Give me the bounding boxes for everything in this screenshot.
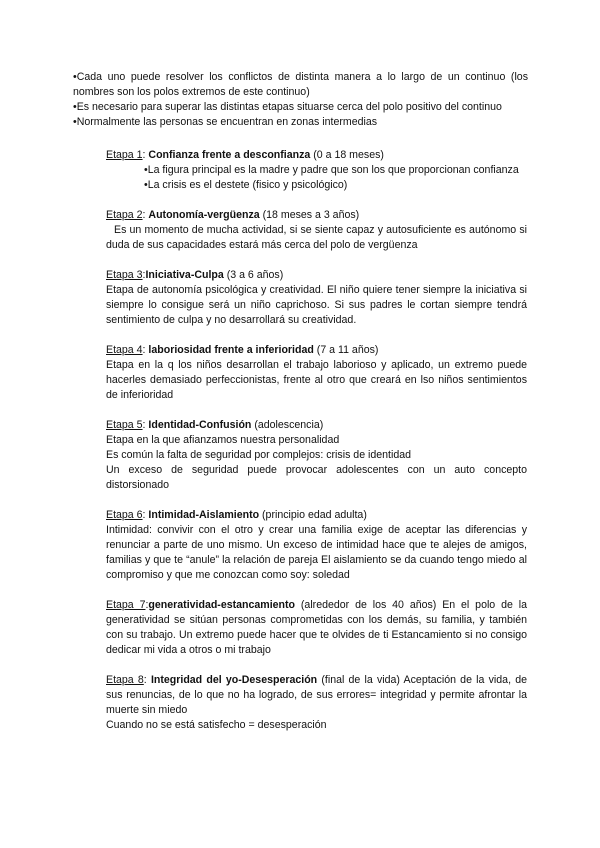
stage-separator: : (142, 269, 146, 281)
intro-line: •Cada uno puede resolver los conflictos de distinta manera a lo largo de un continuo (los nombres son los polos extremos de este continuo) (73, 71, 528, 98)
stage-1 (106, 148, 528, 193)
intro-line: •Normalmente las personas se encuentran en zonas intermedias (73, 116, 378, 128)
stage-label: Etapa 3 (106, 269, 143, 281)
stage-title (106, 148, 528, 163)
stage-separator: : (145, 599, 149, 611)
stage-6 (106, 508, 528, 583)
stage-4 (106, 343, 528, 403)
stage-paragraph: Es un momento de mucha actividad, si se siente capaz y autosuficiente es autónomo si duda de sus capacidades estará más cerca del polo de vergüenza (106, 224, 527, 251)
stages-section (73, 148, 528, 733)
stage-bullet: •La crisis es el destete (fisico y psicológico) (144, 179, 348, 191)
intro-section (73, 70, 528, 130)
stage-paragraph: Etapa de autonomía psicológica y creatividad. El niño quiere tener siempre la iniciativa si siempre lo consigue será un niño caprichoso. Si sus padres le cortan siempre tendrá sentimiento de culpa y no desarrollará su creatividad. (106, 284, 527, 326)
stage-title (106, 508, 528, 523)
stage-label: Etapa 5 (106, 419, 143, 431)
stage-name: Integridad del yo-Desesperación (150, 674, 318, 686)
stage-separator: : (142, 149, 149, 161)
stage-name: Confianza frente a desconfianza (148, 149, 311, 161)
stage-separator: : (142, 209, 149, 221)
stage-range: (principio edad adulta) (259, 509, 367, 521)
stage-title (106, 673, 527, 718)
stage-separator: : (142, 419, 149, 431)
stage-label: Etapa 7 (106, 599, 146, 611)
stage-name: Autonomía-vergüenza (148, 209, 260, 221)
stage-separator: : (143, 674, 151, 686)
stage-range: (final de la vida) Aceptación de la vida, de sus renuncias, de lo que no ha logrado, de sus errores= integridad y permite afrontar la muerte sin miedo (106, 674, 527, 716)
stage-paragraph: Etapa en la q los niños desarrollan el trabajo laborioso y aplicado, un extremo puede hacerles demasiado perfeccionistas, frente al otro que creará en lso niños sentimientos de inferioridad (106, 359, 527, 401)
stage-paragraph: Un exceso de seguridad puede provocar adolescentes con un auto concepto distorsionado (106, 464, 527, 491)
stage-title (106, 598, 527, 658)
stage-name: generatividad-estancamiento (148, 599, 296, 611)
stage-8 (106, 673, 528, 733)
stage-title (106, 268, 528, 283)
stage-title (106, 343, 528, 358)
stage-range: (3 a 6 años) (223, 269, 284, 281)
stage-label: Etapa 2 (106, 209, 143, 221)
stage-paragraph: Cuando no se está satisfecho = desesperación (106, 719, 327, 731)
stage-name: Intimidad-Aislamiento (148, 509, 260, 521)
stage-title (106, 208, 528, 223)
stage-label: Etapa 1 (106, 149, 143, 161)
stage-title (106, 418, 528, 433)
stage-paragraph: Intimidad: convivir con el otro y crear una familia exige de aceptar las diferencias y renunciar a parte de uno mismo. Un exceso de intimidad hace que te alejes de amigos, familias y que te “anule” la relación de pareja El aislamiento se da cuando tengo miedo al compromiso y que me conozcan como soy: soledad (106, 524, 527, 581)
stage-separator: : (142, 509, 149, 521)
stage-name: Identidad-Confusión (148, 419, 252, 431)
stage-separator: : (142, 344, 149, 356)
stage-range: (alrededor de los 40 años) En el polo de la generatividad se sitúan personas comprometidas con los demás, su familia, y también con su trabajo. Un extremo puede hacer que te olvides de ti Estancamiento si no consigo dedicar mi vida a otros o mi trabajo (106, 599, 527, 656)
stage-paragraph: Etapa en la que afianzamos nuestra personalidad (106, 434, 340, 446)
stage-name: laboriosidad frente a inferioridad (148, 344, 314, 356)
stage-bullet: •La figura principal es la madre y padre que son los que proporcionan confianza (144, 164, 519, 176)
stage-5 (106, 418, 528, 493)
stage-label: Etapa 8 (106, 674, 144, 686)
stage-range: (7 a 11 años) (313, 344, 379, 356)
stage-range: (18 meses a 3 años) (259, 209, 360, 221)
stage-range: (0 a 18 meses) (310, 149, 384, 161)
stage-label: Etapa 6 (106, 509, 143, 521)
stage-label: Etapa 4 (106, 344, 143, 356)
stage-name: Iniciativa-Culpa (145, 269, 224, 281)
stage-2 (106, 208, 528, 253)
intro-line: •Es necesario para superar las distintas etapas situarse cerca del polo positivo del continuo (73, 101, 502, 113)
stage-3 (106, 268, 528, 328)
stage-paragraph: Es común la falta de seguridad por complejos: crisis de identidad (106, 449, 412, 461)
stage-range: (adolescencia) (251, 419, 324, 431)
stage-7 (106, 598, 528, 658)
document-page (73, 70, 528, 733)
